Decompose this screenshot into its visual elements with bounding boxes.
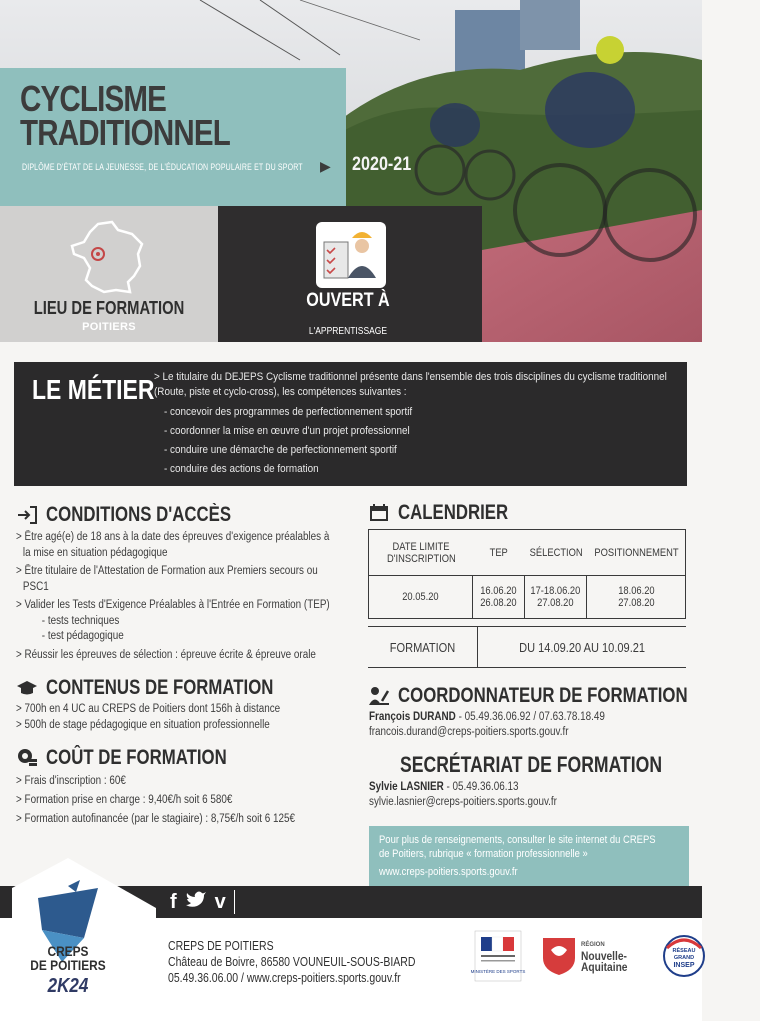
formation-dates [478,627,686,667]
competence-item: - conduire une démarche de perfectionnement sportif [164,441,627,460]
calendar-data-row [369,576,685,618]
conditions-line: > Réussir les épreuves de sélection : épreuve écrite & épreuve orale [16,648,316,661]
cell-text: 20.05.20 [402,591,439,603]
conditions-title: CONDITIONS D'ACCÈS [46,503,232,526]
competence-item: - concevoir des programmes de perfectionnement sportif [164,403,627,422]
address-line: Château de Boivre, 86580 VOUNEUIL-SOUS-BIARD [168,955,416,969]
person-pen-icon [368,685,390,707]
diploma-subtitle: DIPLÔME D'ÉTAT DE LA JEUNESSE, DE L'ÉDUCATION POPULAIRE ET DU SPORT [22,162,303,172]
partner-logos [470,930,707,982]
header-text: SÉLECTION [529,546,583,559]
creps-logo-text [17,944,119,972]
creps-logo-line1: CREPS [47,943,89,959]
calendar-header-cell [587,530,685,575]
conditions-line: la mise en situation pédagogique [22,546,168,559]
conditions-line: > Être titulaire de l'Attestation de Formation aux Premiers secours ou [16,565,318,577]
calendar-table [368,529,686,619]
address-name: CREPS DE POITIERS [168,939,274,953]
ministry-label: MINISTÈRE DES SPORTS [470,969,526,974]
cell-text: 16.06.20 26.08.20 [480,585,517,609]
ministry-logo [470,931,526,981]
calendar-cell [369,576,473,618]
calendar-cell [587,576,685,618]
cout-heading [16,746,272,770]
apprenticeship-panel [218,206,482,342]
metier-title: LE MÉTIER [32,374,155,405]
conditions-line: - tests techniques [41,614,120,627]
calendar-cell [525,576,587,618]
contenus-line: > 500h de stage pédagogique en situation professionnelle [16,718,270,731]
conditions-list [16,530,381,663]
region-small-label: RÉGION [581,941,605,948]
secretariat-title: SECRÉTARIAT DE FORMATION [400,752,663,777]
twitter-icon[interactable] [185,890,207,914]
coordonnateur-line [369,710,605,725]
cell-text: 17-18.06.20 27.08.20 [530,585,581,609]
cout-title: COÛT DE FORMATION [46,746,227,769]
arrow-right-icon: ▶ [320,158,331,174]
cout-list [16,772,340,829]
competences-list [154,403,678,479]
metier-intro: > Le titulaire du DEJEPS Cyclisme traditionnel présente dans l'ensemble des trois disciplines du cyclisme traditionnel (Route, piste et cyclo-cross), les compétences suivantes : [154,371,667,398]
svg-text:GRAND: GRAND [673,955,695,961]
conditions-line: > Valider les Tests d'Exigence Préalables à l'Entrée en Formation (TEP) [16,599,330,611]
coordonnateur-title: COORDONNATEUR DE FORMATION [398,684,688,707]
conditions-heading [16,503,277,527]
coordonnateur-heading [368,684,760,708]
info-line: de Poitiers, rubrique « formation professionnelle » [379,848,588,860]
formation-label-text: FORMATION [389,639,456,655]
coins-icon [16,747,38,769]
header-text: DATE LIMITE D'INSCRIPTION [387,540,456,565]
cell-text: 18.06.20 27.08.20 [617,585,655,609]
vimeo-icon[interactable]: v [214,890,226,913]
coordonnateur-phones: - 05.49.36.06.92 / 07.63.78.18.49 [455,711,605,723]
apprenticeship-title: OUVERT À [306,290,390,311]
social-links [170,890,235,914]
conditions-line: PSC1 [22,580,49,593]
calendar-header-cell [473,530,525,575]
insep-logo [661,930,707,982]
formation-label [368,627,478,667]
secretariat-contact [369,780,588,810]
info-line: Pour plus de renseignements, consulter le site internet du CREPS [379,834,656,846]
conditions-line: > Être agé(e) de 18 ans à la date des épreuves d'exigence préalables à [16,531,330,543]
formation-dates-row [368,626,686,668]
apprenticeship-subtitle: L'APPRENTISSAGE [308,326,388,337]
contenus-line: > 700h en 4 UC au CREPS de Poitiers dont 156h à distance [16,703,281,715]
cout-line: > Frais d'inscription : 60€ [16,775,126,787]
calendrier-heading [368,501,536,525]
location-panel [0,206,218,342]
calendar-header-cell [369,530,473,575]
creps-2k24-mark: 2K24 [47,975,89,997]
facebook-icon[interactable]: f [170,890,177,913]
hero-banner [0,0,702,342]
coordonnateur-email[interactable]: francois.durand@creps-poitiers.sports.gouv.fr [369,726,569,738]
location-label: LIEU DE FORMATION [33,298,185,318]
coordonnateur-name: François DURAND [369,711,456,723]
graduation-cap-icon [16,677,38,699]
address-block [168,938,463,986]
calendar-header-cell [525,530,587,575]
header-text: POSITIONNEMENT [593,546,679,559]
social-divider [234,890,236,914]
creps-logo-line2: DE POITIERS [30,957,106,973]
year-label: 2020-21 [352,154,412,175]
contenus-heading [16,676,330,700]
region-shield-icon [541,936,577,976]
secretariat-line [369,780,557,795]
calendar-cell [473,576,525,618]
contenus-title: CONTENUS DE FORMATION [46,676,274,699]
cout-line: > Formation prise en charge : 9,40€/h soit 6 580€ [16,794,233,806]
france-map-icon [68,220,148,296]
secretariat-name: Sylvie LASNIER [369,781,444,793]
title-line1: CYCLISME [20,78,166,119]
page-title [20,78,332,153]
conditions-line: - test pédagogique [41,630,124,642]
metier-text [154,370,678,479]
region-logo [541,936,641,976]
calendar-icon [368,502,390,524]
secretariat-phone: - 05.49.36.06.13 [443,781,519,793]
title-panel [0,68,346,206]
region-name: Nouvelle-Aquitaine [581,948,628,974]
header-text: TEP [489,546,509,559]
info-url[interactable]: www.creps-poitiers.sports.gouv.fr [379,866,518,878]
location-city: POITIERS [82,321,136,333]
login-arrow-icon [16,504,38,526]
svg-text:INSEP: INSEP [673,962,695,969]
secretariat-email[interactable]: sylvie.lasnier@creps-poitiers.sports.gouv.fr [369,796,557,808]
competence-item: - coordonner la mise en œuvre d'un projet professionnel [164,422,627,441]
coordonnateur-contact [369,710,643,740]
cout-line: > Formation autofinancée (par le stagiaire) : 8,75€/h soit 6 125€ [16,813,296,825]
metier-section [14,362,687,486]
calendar-header-row [369,530,685,576]
contenus-list [16,702,323,733]
worker-checklist-icon [310,220,390,290]
formation-dates-text: DU 14.09.20 AU 10.09.21 [519,639,645,655]
title-line2: TRADITIONNEL [20,112,230,153]
competence-item: - conduire des actions de formation [164,460,627,479]
info-box [369,826,689,886]
calendrier-title: CALENDRIER [398,501,509,524]
address-contact: 05.49.36.06.00 / www.creps-poitiers.sports.gouv.fr [168,971,401,985]
svg-text:RÉSEAU: RÉSEAU [672,948,696,954]
